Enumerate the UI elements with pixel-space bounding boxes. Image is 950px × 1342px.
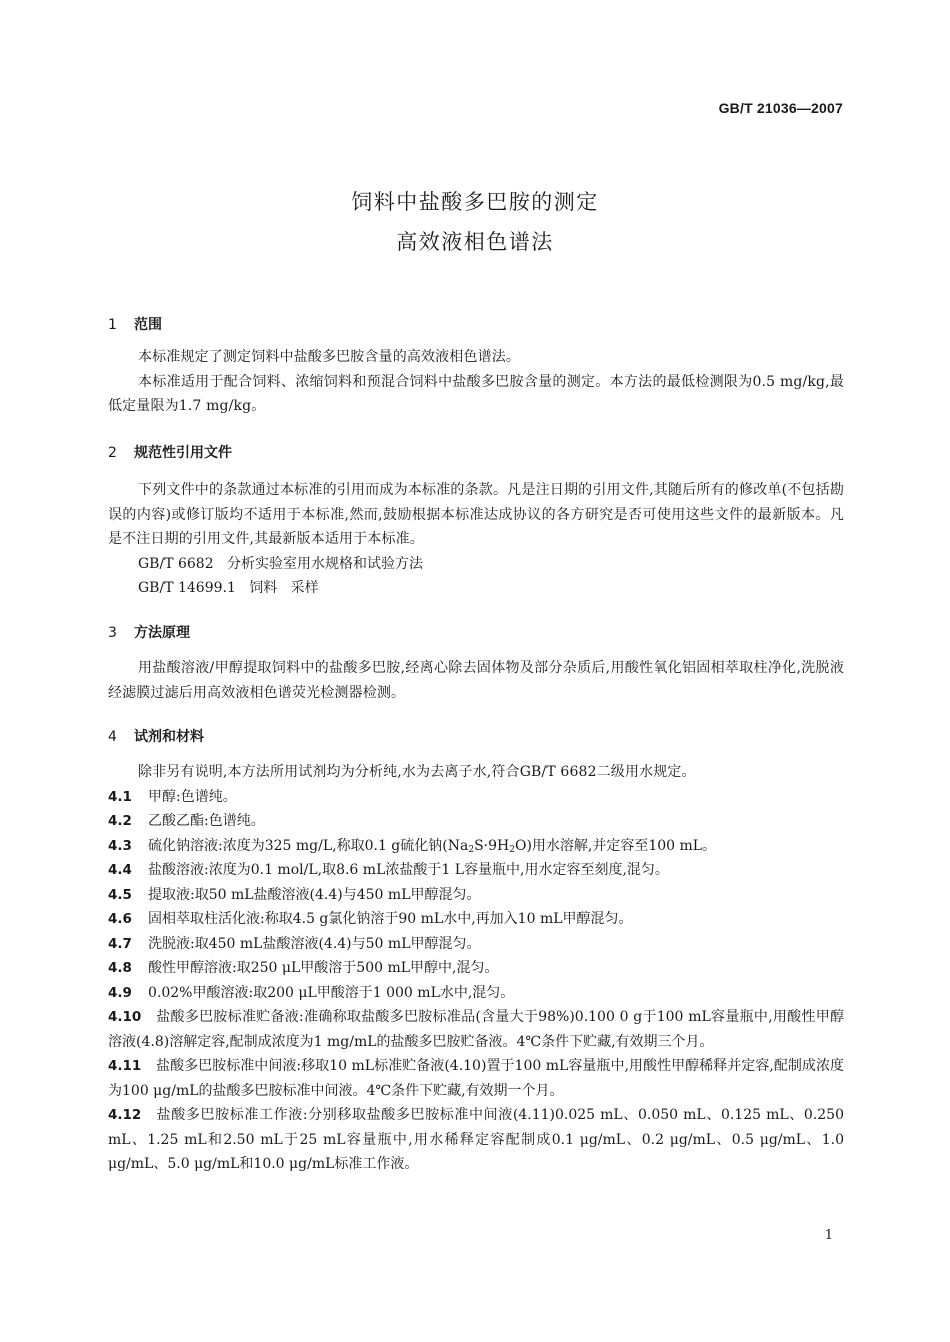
- paragraph: 用盐酸溶液/甲醇提取饲料中的盐酸多巴胺,经离心除去固体物及部分杂质后,用酸性氧化铝固相萃取柱净化,洗脱液经滤膜过滤后用高效液相色谱荧光检测器检测。: [108, 660, 844, 701]
- list-item: [108, 834, 844, 859]
- paragraph: 本标准规定了测定饲料中盐酸多巴胺含量的高效液相色谱法。: [138, 349, 521, 365]
- item-number: 4.6: [108, 911, 132, 927]
- section-4-heading: [108, 726, 844, 746]
- normative-reference: GB/T 14699.1 饲料 采样: [138, 579, 319, 596]
- item-number: 4.3: [108, 837, 132, 854]
- item-number: 4.9: [108, 984, 132, 1001]
- item-text: 乙酸乙酯:色谱纯。: [148, 813, 265, 829]
- list-item: [108, 785, 844, 810]
- section-number: 1: [108, 317, 117, 333]
- item-text: 盐酸多巴胺标准中间液:移取10 mL标准贮备液(4.10)置于100 mL容量瓶中,用酸性甲醇稀释并定容,配制成浓度为100 μg/mL的盐酸多巴胺标准中间液。4℃条件下贮藏,有效期一个月。: [108, 1058, 844, 1099]
- document-title-line1: 饲料中盐酸多巴胺的测定: [351, 190, 599, 214]
- normative-reference: GB/T 6682 分析实验室用水规格和试验方法: [138, 555, 423, 572]
- item-text: 固相萃取柱活化液:称取4.5 g氯化钠溶于90 mL水中,再加入10 mL甲醇混匀。: [148, 911, 633, 927]
- section-title: 试剂和材料: [134, 729, 204, 745]
- section-4-body: [108, 760, 844, 1177]
- item-text: O)用水溶解,并定容至100 mL。: [514, 837, 717, 854]
- item-number: 4.1: [108, 788, 132, 805]
- list-item: [108, 858, 844, 883]
- item-number: 4.7: [108, 935, 132, 952]
- list-item: [108, 809, 844, 834]
- item-text: 甲醇:色谱纯。: [148, 788, 237, 805]
- standard-code: GB/T 21036—2007: [718, 100, 843, 116]
- list-item: [108, 907, 844, 932]
- section-1-body: [108, 345, 844, 419]
- subscript: 2: [468, 844, 475, 855]
- section-3-heading: [108, 622, 844, 642]
- item-text: 洗脱液:取450 mL盐酸溶液(4.4)与50 mL甲醇混匀。: [148, 935, 481, 952]
- section-number: 4: [108, 729, 117, 745]
- item-text: 硫化钠溶液:浓度为325 mg/L,称取0.1 g硫化钠(Na: [148, 837, 469, 854]
- subscript: 2: [509, 844, 515, 855]
- section-title: 规范性引用文件: [134, 445, 232, 461]
- section-2-heading: [108, 442, 844, 462]
- item-text: 0.02%甲酸溶液:取200 μL甲酸溶于1 000 mL水中,混匀。: [148, 984, 515, 1001]
- paragraph: 除非另有说明,本方法所用试剂均为分析纯,水为去离子水,符合GB/T 6682二级用水规定。: [138, 764, 696, 780]
- list-item: [108, 956, 844, 981]
- paragraph: 本标准适用于配合饲料、浓缩饲料和预混合饲料中盐酸多巴胺含量的测定。本方法的最低检测限为0.5 mg/kg,最低定量限为1.7 mg/kg。: [108, 373, 844, 414]
- list-item: [108, 1054, 844, 1103]
- item-number: 4.8: [108, 960, 132, 976]
- item-number: 4.4: [108, 862, 132, 878]
- document-title-line2: 高效液相色谱法: [396, 230, 554, 254]
- item-number: 4.5: [108, 886, 132, 903]
- item-number: 4.10: [108, 1009, 142, 1025]
- paragraph: 下列文件中的条款通过本标准的引用而成为本标准的条款。凡是注日期的引用文件,其随后所有的修改单(不包括勘误的内容)或修订版均不适用于本标准,然而,鼓励根据本标准达成协议的各方研究是否可使用这些文件的最新版本。凡是不注日期的引用文件,其最新版本适用于本标准。: [108, 482, 844, 547]
- list-item: [108, 981, 844, 1006]
- section-3-body: [108, 656, 844, 705]
- section-2-body: [108, 478, 844, 600]
- section-1-heading: [108, 314, 844, 334]
- list-item: [108, 932, 844, 957]
- page-number: 1: [824, 1228, 833, 1243]
- item-text: S·9H: [474, 837, 510, 854]
- section-number: 2: [108, 445, 117, 461]
- item-number: 4.12: [108, 1107, 142, 1123]
- item-text: 盐酸溶液:浓度为0.1 mol/L,取8.6 mL浓盐酸于1 L容量瓶中,用水定容至刻度,混匀。: [148, 862, 669, 878]
- section-title: 范围: [134, 317, 162, 333]
- item-number: 4.2: [108, 813, 132, 829]
- list-item: [108, 1103, 844, 1177]
- item-number: 4.11: [108, 1058, 142, 1074]
- item-text: 提取液:取50 mL盐酸溶液(4.4)与450 mL甲醇混匀。: [148, 886, 481, 903]
- section-title: 方法原理: [134, 625, 190, 641]
- item-text: 酸性甲醇溶液:取250 μL甲酸溶于500 mL甲醇中,混匀。: [148, 960, 499, 976]
- section-number: 3: [108, 625, 117, 641]
- list-item: [108, 1005, 844, 1054]
- item-text: 盐酸多巴胺标准贮备液:准确称取盐酸多巴胺标准品(含量大于98%)0.100 0 g于100 mL容量瓶中,用酸性甲醇溶液(4.8)溶解定容,配制成浓度为1 mg/mL的盐酸多巴胺贮备液。4℃条件下贮藏,有效期三个月。: [108, 1009, 844, 1050]
- list-item: [108, 883, 844, 908]
- item-text: 盐酸多巴胺标准工作液:分别移取盐酸多巴胺标准中间液(4.11)0.025 mL、0.050 mL、0.125 mL、0.250 mL、1.25 mL和2.50 mL于25 mL容量瓶中,用水稀释定容配制成0.1 μg/mL、0.2 μg/mL、0.5 μg/mL、1.0 μg/mL、5.0 μg/mL和10.0 μg/mL标准工作液。: [108, 1107, 844, 1172]
